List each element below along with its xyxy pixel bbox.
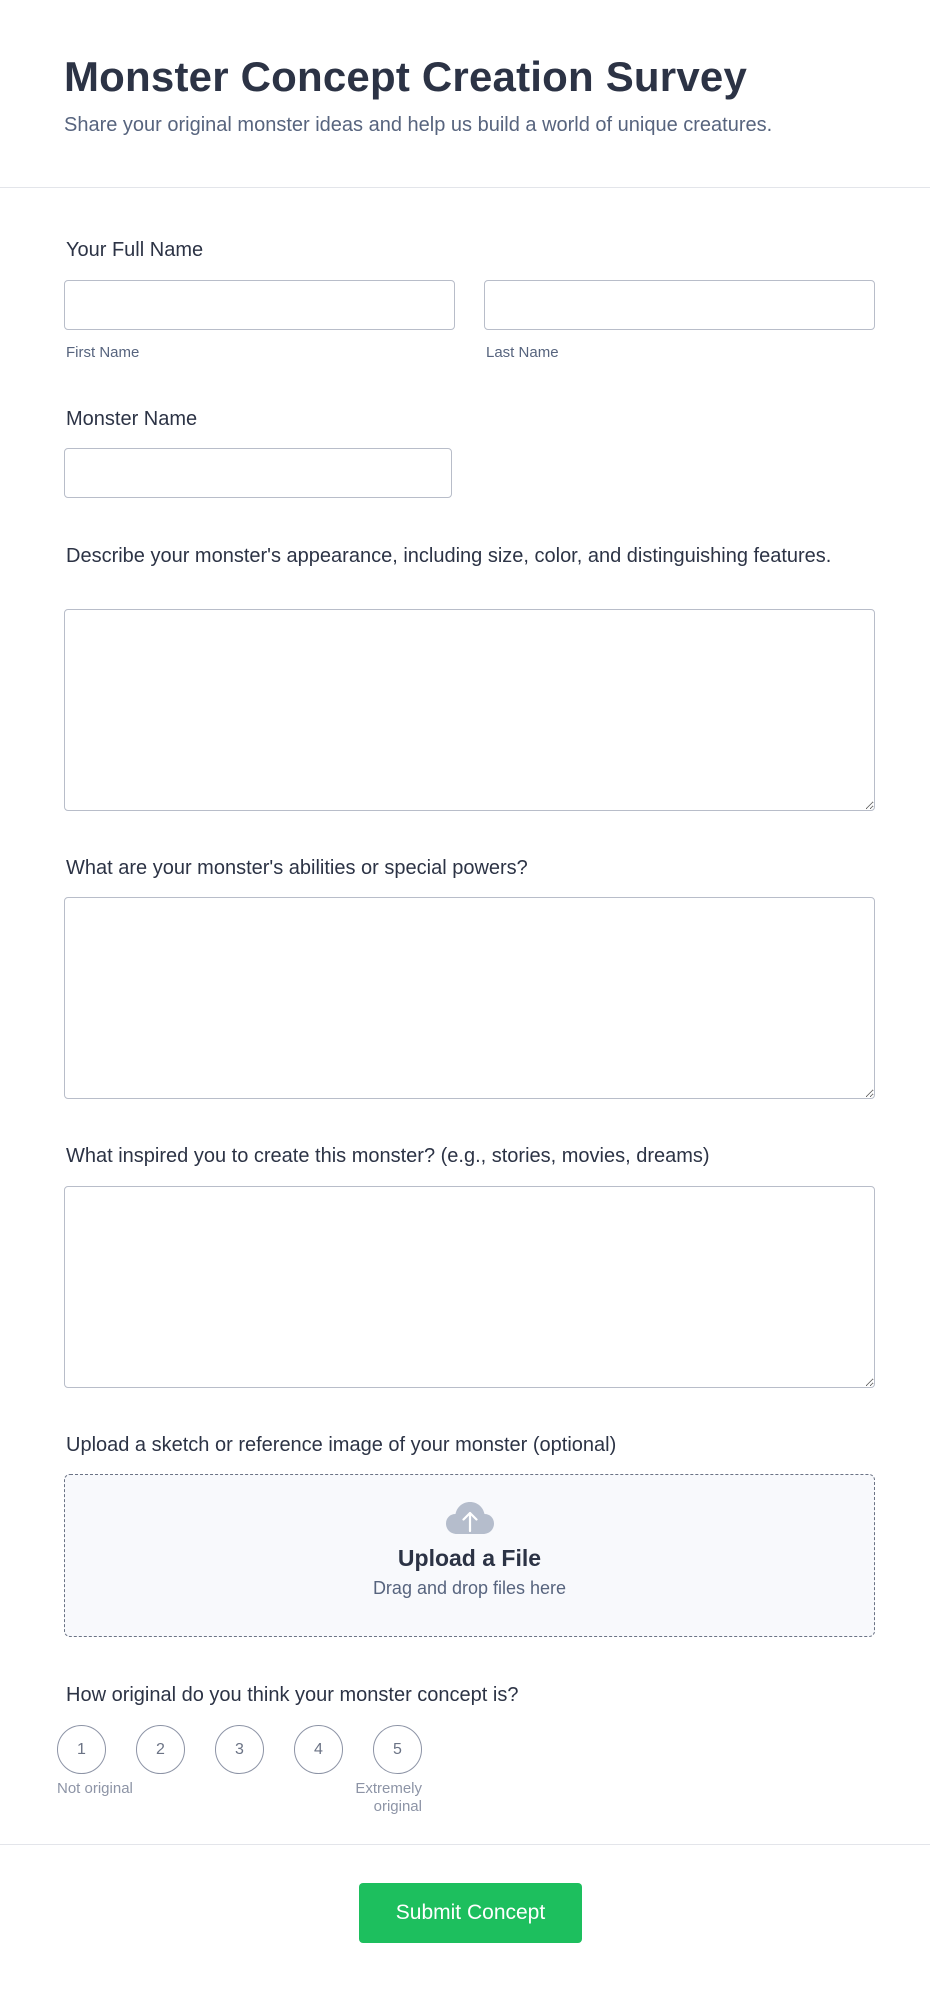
monster-name-input[interactable] <box>64 448 452 498</box>
footer-divider <box>0 1844 930 1845</box>
cloud-upload-icon <box>445 1501 495 1535</box>
rating-max-caption <box>322 1780 422 1816</box>
page-subtitle: Share your original monster ideas and help us build a world of unique creatures. <box>64 114 773 136</box>
rating-label: How original do you think your monster concept is? <box>66 1684 519 1706</box>
full-name-label: Your Full Name <box>66 239 204 261</box>
last-name-input[interactable] <box>484 280 875 330</box>
upload-hint: Drag and drop files here <box>372 1578 567 1598</box>
page-title: Monster Concept Creation Survey <box>64 53 747 100</box>
form-header <box>0 0 930 188</box>
rating-option-2[interactable]: 2 <box>136 1725 185 1774</box>
submit-button[interactable]: Submit Concept <box>359 1883 582 1943</box>
rating-max-caption-line1: Extremely <box>355 1780 422 1797</box>
rating-option-3[interactable]: 3 <box>215 1725 264 1774</box>
upload-label: Upload a sketch or reference image of your monster (optional) <box>66 1434 617 1456</box>
rating-min-caption: Not original <box>57 1780 133 1797</box>
appearance-label: Describe your monster's appearance, including size, color, and distinguishing features. <box>66 545 832 567</box>
monster-name-label: Monster Name <box>66 408 198 430</box>
rating-option-5[interactable]: 5 <box>373 1725 422 1774</box>
rating-max-caption-line2: original <box>373 1798 422 1815</box>
abilities-textarea[interactable] <box>64 897 875 1099</box>
first-name-input[interactable] <box>64 280 455 330</box>
file-upload-dropzone[interactable] <box>64 1474 875 1637</box>
upload-title: Upload a File <box>397 1545 542 1571</box>
last-name-sublabel: Last Name <box>486 344 559 361</box>
inspiration-label: What inspired you to create this monster? (e.g., stories, movies, dreams) <box>66 1145 710 1167</box>
abilities-label: What are your monster's abilities or special powers? <box>66 857 528 879</box>
appearance-textarea[interactable] <box>64 609 875 811</box>
first-name-sublabel: First Name <box>66 344 140 361</box>
inspiration-textarea[interactable] <box>64 1186 875 1388</box>
rating-option-4[interactable]: 4 <box>294 1725 343 1774</box>
rating-option-1[interactable]: 1 <box>57 1725 106 1774</box>
